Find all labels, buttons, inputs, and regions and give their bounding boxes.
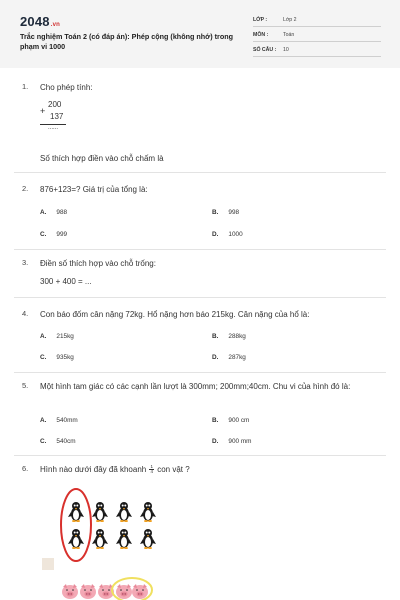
option-value: 999	[56, 231, 68, 238]
site-logo[interactable]	[20, 14, 60, 29]
option-letter: B.	[212, 333, 219, 340]
question-text: Điền số thích hợp vào chỗ trống:	[40, 259, 156, 268]
option-a[interactable]	[40, 417, 78, 424]
logo-text: 2048	[20, 14, 50, 29]
option-value: 288kg	[228, 333, 246, 340]
option-value: 900 cm	[228, 417, 250, 424]
red-circle-highlight	[61, 489, 91, 561]
option-value: 935kg	[56, 354, 74, 361]
option-letter: D.	[212, 231, 219, 238]
option-d[interactable]	[212, 231, 243, 238]
question-text	[40, 464, 380, 476]
option-letter: B.	[212, 209, 219, 216]
divider	[14, 172, 386, 173]
question-number: 5.	[22, 381, 29, 390]
fraction	[149, 465, 154, 475]
option-value: 900 mm	[228, 438, 252, 445]
option-c[interactable]	[40, 231, 67, 238]
meta-class-key: LỚP :	[253, 17, 268, 23]
question-follow-text: Số thích hợp điền vào chỗ chấm là	[40, 154, 164, 163]
fraction-numerator: 1	[150, 463, 153, 469]
divider	[14, 372, 386, 373]
question-number: 1.	[22, 82, 29, 91]
question-text: 876+123=? Giá trị của tổng là:	[40, 185, 148, 194]
page-header	[0, 0, 400, 68]
option-value: 287kg	[228, 354, 246, 361]
option-value: 540cm	[56, 438, 76, 445]
question-number: 6.	[22, 464, 29, 473]
meta-count-key: SỐ CÂU :	[253, 47, 277, 53]
question-text-before: Hình nào dưới đây đã khoanh	[40, 465, 147, 474]
option-letter: D.	[212, 354, 219, 361]
question-follow-text: 300 + 400 = ...	[40, 277, 92, 286]
question-number: 4.	[22, 309, 29, 318]
answer-blank: ......	[48, 125, 59, 131]
option-letter: A.	[40, 209, 47, 216]
meta-subject-value: Toán	[283, 32, 295, 38]
option-letter: A.	[40, 333, 47, 340]
option-c[interactable]	[40, 354, 74, 361]
meta-subject-key: MÔN :	[253, 32, 269, 38]
penguins-and-pigs-image	[40, 480, 180, 600]
plus-sign: +	[40, 106, 46, 116]
question-number: 2.	[22, 184, 29, 193]
question-text-after: con vật ?	[157, 465, 190, 474]
meta-subject	[253, 29, 381, 42]
penguin-row-1	[68, 502, 156, 522]
option-letter: B.	[212, 417, 219, 424]
option-letter: C.	[40, 354, 47, 361]
option-value: 1000	[228, 231, 243, 238]
option-letter: D.	[212, 438, 219, 445]
question-number: 3.	[22, 258, 29, 267]
option-a[interactable]	[40, 209, 67, 216]
question-text: Con báo đốm cân nặng 72kg. Hổ nặng hơn báo 215kg. Cân nặng của hổ là:	[40, 310, 310, 319]
logo-tld: .vn	[50, 22, 61, 28]
divider	[14, 455, 386, 456]
divider	[14, 249, 386, 250]
option-letter: A.	[40, 417, 47, 424]
question-text: Cho phép tính:	[40, 83, 93, 92]
option-value: 215kg	[56, 333, 74, 340]
option-a[interactable]	[40, 333, 74, 340]
option-b[interactable]	[212, 333, 246, 340]
page-title: Trắc nghiệm Toán 2 (có đáp án): Phép cộng (không nhớ) trong phạm vi 1000	[20, 32, 234, 51]
question-text: Một hình tam giác có các cạnh lần lượt là 300mm; 200mm;40cm. Chu vi của hình đó là:	[40, 382, 351, 391]
fraction-denominator: 4	[150, 469, 153, 475]
meta-count	[253, 44, 381, 57]
option-d[interactable]	[212, 354, 246, 361]
option-value: 540mm	[56, 417, 78, 424]
option-value: 988	[56, 209, 68, 216]
meta-class-value: Lớp 2	[283, 17, 297, 23]
meta-class	[253, 14, 381, 27]
addend-top: 200	[48, 100, 62, 109]
pig-row	[62, 584, 148, 599]
penguin-row-2	[68, 529, 156, 549]
option-d[interactable]	[212, 438, 252, 445]
option-letter: C.	[40, 438, 47, 445]
addend-bottom: 137	[50, 112, 64, 121]
option-letter: C.	[40, 231, 47, 238]
option-c[interactable]	[40, 438, 76, 445]
option-value: 998	[228, 209, 240, 216]
option-b[interactable]	[212, 417, 249, 424]
option-b[interactable]	[212, 209, 239, 216]
divider	[14, 297, 386, 298]
meta-count-value: 10	[283, 47, 289, 53]
